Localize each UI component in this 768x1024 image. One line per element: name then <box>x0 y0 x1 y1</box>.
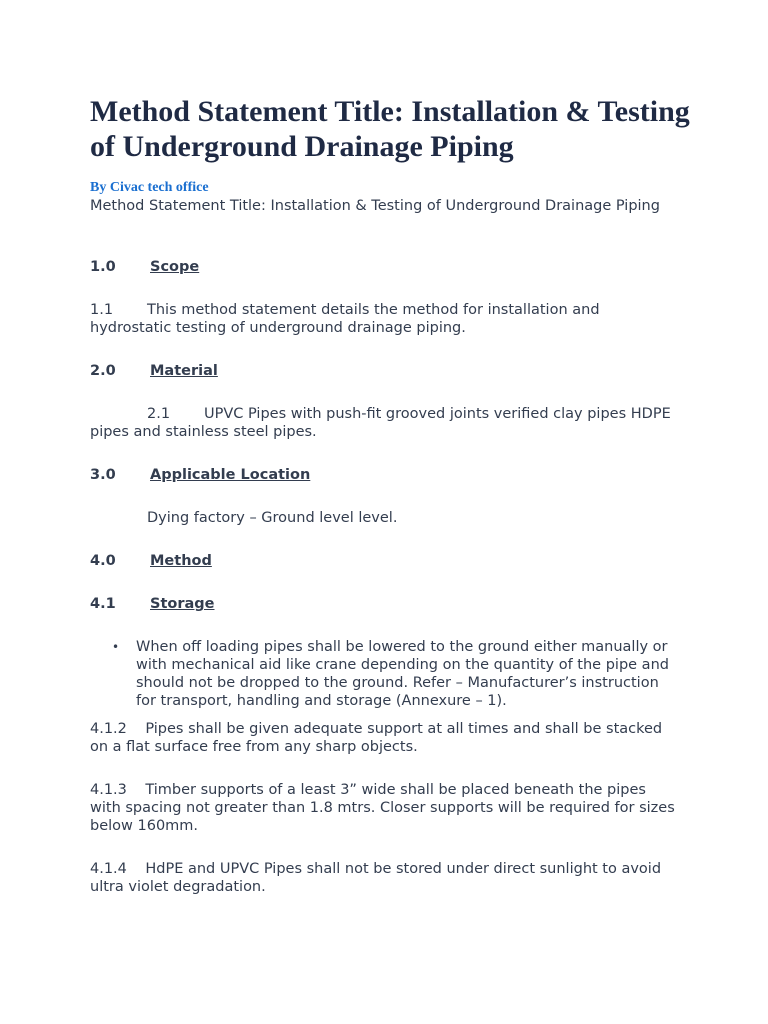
paragraph-1-1 <box>90 301 680 337</box>
section-title: Method <box>150 553 212 569</box>
paragraph-4-1-4 <box>90 860 680 896</box>
paragraph-number: 4.1.3 <box>90 782 127 798</box>
section-number: 4.0 <box>90 553 116 569</box>
paragraph-text: UPVC Pipes with push-fit grooved joints verified clay pipes HDPE pipes and stainless steel pipes. <box>90 406 671 440</box>
paragraph-text: This method statement details the method for installation and hydrostatic testing of underground drainage piping. <box>90 302 600 336</box>
paragraph-text: Dying factory – Ground level level. <box>147 510 398 526</box>
paragraph-2-1 <box>90 405 680 441</box>
section-heading-storage <box>90 595 215 613</box>
document-subtitle: Method Statement Title: Installation & Testing of Underground Drainage Piping <box>90 198 660 214</box>
paragraph-text: Timber supports of a least 3” wide shall be placed beneath the pipes with spacing not greater than 1.8 mtrs. Closer supports will be required for sizes below 160mm. <box>90 782 675 834</box>
section-number: 2.0 <box>90 363 116 379</box>
section-heading-method <box>90 552 212 570</box>
section-number: 1.0 <box>90 259 116 275</box>
section-number: 3.0 <box>90 467 116 483</box>
list-item <box>110 638 680 710</box>
list-item-text: When off loading pipes shall be lowered to the ground either manually or with mechanical aid like crane depending on the quantity of the pipe and should not be dropped to the ground. Refer – Manufacturer’s instruction for transport, handling and storage (Annexure – 1). <box>136 639 669 709</box>
bullet-icon: • <box>112 640 120 654</box>
paragraph-location <box>90 509 680 527</box>
paragraph-number: 2.1 <box>147 406 171 422</box>
paragraph-number: 4.1.2 <box>90 721 127 737</box>
paragraph-text: HdPE and UPVC Pipes shall not be stored under direct sunlight to avoid ultra violet degradation. <box>90 861 662 895</box>
paragraph-number: 1.1 <box>90 302 114 318</box>
paragraph-text: Pipes shall be given adequate support at all times and shall be stacked on a flat surface free from any sharp objects. <box>90 721 663 755</box>
section-title: Material <box>150 363 218 379</box>
section-heading-location <box>90 466 310 484</box>
storage-bullet-list <box>110 638 680 710</box>
section-title: Applicable Location <box>150 467 311 483</box>
page-title: Method Statement Title: Installation & Testing of Underground Drainage Piping <box>90 95 690 163</box>
paragraph-4-1-3 <box>90 781 680 835</box>
section-heading-material <box>90 362 218 380</box>
paragraph-4-1-2 <box>90 720 680 756</box>
section-number: 4.1 <box>90 596 116 612</box>
section-heading-scope <box>90 258 199 276</box>
section-title: Scope <box>150 259 200 275</box>
paragraph-number: 4.1.4 <box>90 861 127 877</box>
author-link[interactable]: By Civac tech office <box>90 180 209 195</box>
section-title: Storage <box>150 596 215 612</box>
